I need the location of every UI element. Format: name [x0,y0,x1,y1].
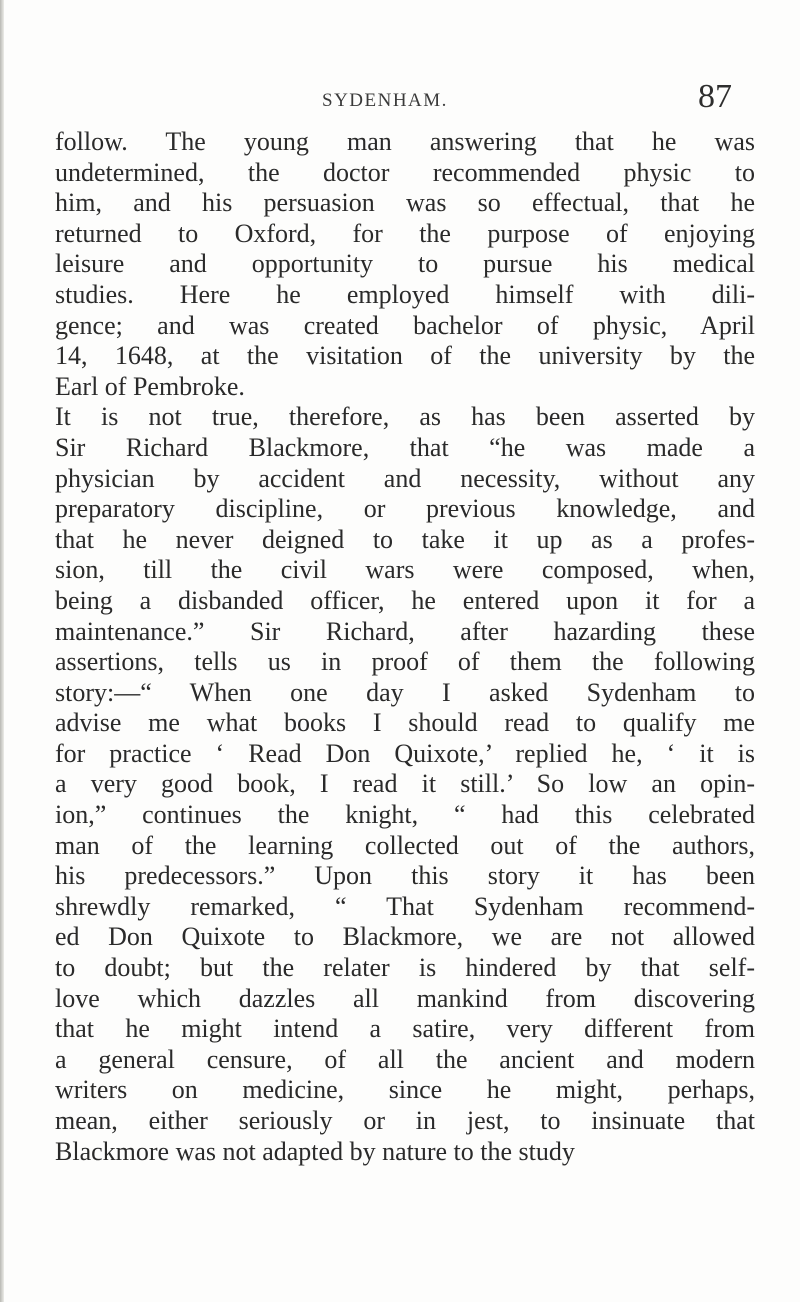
text-line: Sir Richard Blackmore, that “he was made a [55,432,755,462]
text-line: physician by accident and necessity, without any [55,463,755,493]
running-head [0,78,800,118]
body-text [55,127,755,1167]
text-line: mean, either seriously or in jest, to insinuate that [55,1106,755,1135]
text-line: love which dazzles all mankind from discovering [55,983,755,1013]
text-line: follow. The young man answering that he was [55,127,755,156]
text-line: him, and his persuasion was so effectual, that he [55,188,755,218]
text-line: preparatory discipline, or previous knowledge, and [55,494,755,524]
text-line: Blackmore was not adapted by nature to the study [55,1136,575,1166]
text-line: shrewdly remarked, “ That Sydenham recommend- [55,891,755,921]
text-line: studies. Here he employed himself with dili- [55,279,755,309]
text-line: that he never deigned to take it up as a profes- [55,524,755,554]
text-line: that he might intend a satire, very different from [55,1014,755,1044]
text-line: assertions, tells us in proof of them the following [55,647,755,677]
text-line: writers on medicine, since he might, perhaps, [55,1075,755,1105]
text-line: story:—“ When one day I asked Sydenham to [55,677,755,707]
text-line: returned to Oxford, for the purpose of enjoying [55,218,755,248]
text-line: sion, till the civil wars were composed, when, [55,555,755,585]
text-line: being a disbanded officer, he entered upon it for a [55,585,755,615]
text-line: gence; and was created bachelor of physic, April [55,310,755,340]
text-line: 14, 1648, at the visitation of the university by the [55,341,755,371]
text-line: undetermined, the doctor recommended physic to [55,157,755,187]
text-line: It is not true, therefore, as has been asserted by [55,402,755,432]
text-line: ed Don Quixote to Blackmore, we are not allowed [55,922,755,952]
text-line: ion,” continues the knight, “ had this celebrated [55,800,755,830]
text-line: leisure and opportunity to pursue his medical [55,249,755,279]
text-line: man of the learning collected out of the authors, [55,830,755,860]
page-number: 87 [698,78,732,115]
text-line: a general censure, of all the ancient and modern [55,1044,755,1074]
running-head-title: SYDENHAM. [322,90,448,111]
text-line: maintenance.” Sir Richard, after hazarding these [55,616,755,646]
text-line: to doubt; but the relater is hindered by that self- [55,953,755,983]
text-line: advise me what books I should read to qualify me [55,708,755,738]
text-line: Earl of Pembroke. [55,371,245,401]
text-line: a very good book, I read it still.’ So low an opin- [55,769,755,799]
text-line: his predecessors.” Upon this story it has been [55,861,755,891]
page-edge-shadow [0,0,4,1302]
text-line: for practice ‘ Read Don Quixote,’ replied he, ‘ it is [55,738,755,768]
